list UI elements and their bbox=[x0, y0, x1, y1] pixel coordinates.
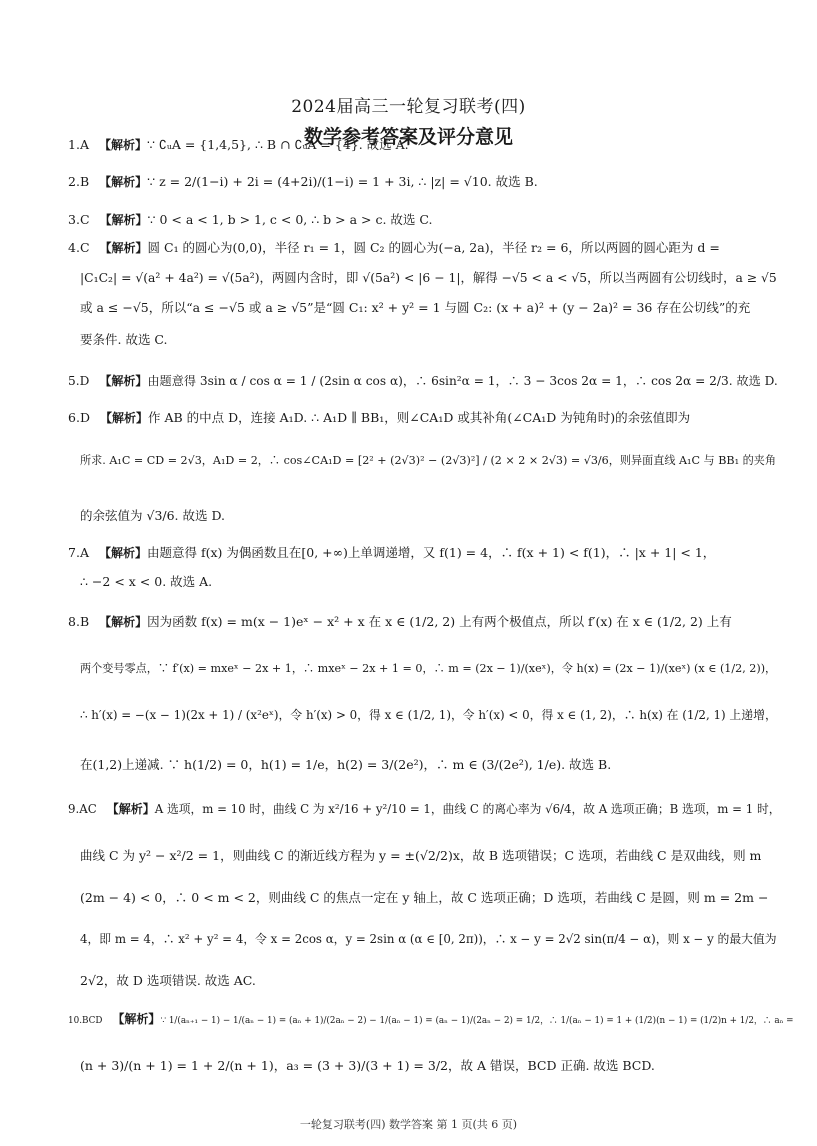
answer-text: ∴ −2 < x < 0. 故选 A. bbox=[80, 574, 213, 589]
answer-text: ∴ h′(x) = −(x − 1)(2x + 1) / (x²eˣ)，令 h′(x) > 0，得 x ∈ (1/2, 1)，令 h′(x) < 0，得 x ∈ (1, 2)，∴ h(x) 在 (1/2, 1) 上递增， bbox=[80, 708, 777, 722]
answer-text: ∵ z = 2/(1−i) + 2i = (4+2i)/(1−i) = 1 + 3i, ∴ |z| = √10. 故选 B. bbox=[147, 174, 538, 189]
answer-text: |C₁C₂| = √(a² + 4a²) = √(5a²)，两圆内含时，即 √(5a²) < |6 − 1|，解得 −√5 < a < √5，所以当两圆有公切线时，a ≥ √5 bbox=[80, 271, 777, 285]
answer-line-first bbox=[68, 210, 432, 228]
answer-line bbox=[80, 755, 611, 773]
answer-line bbox=[80, 1056, 655, 1074]
analysis-tag: 【解析】 bbox=[99, 374, 148, 388]
analysis-tag: 【解析】 bbox=[99, 175, 148, 189]
answer-number: 10. bbox=[68, 1016, 82, 1026]
analysis-tag: 【解析】 bbox=[106, 802, 155, 816]
answer-text: 曲线 C 为 y² − x²/2 = 1，则曲线 C 的渐近线方程为 y = ±(√2/2)x，故 B 选项错误；C 选项，若曲线 C 是双曲线，则 m bbox=[80, 848, 762, 863]
answer-line bbox=[80, 452, 776, 468]
answer-line-first bbox=[68, 172, 538, 190]
answer-choice: A bbox=[79, 545, 89, 560]
answer-choice: A bbox=[79, 137, 89, 152]
answer-line bbox=[80, 971, 256, 989]
answer-line bbox=[80, 298, 750, 316]
answer-text: 或 a ≤ −√5，所以“a ≤ −√5 或 a ≥ √5”是“圆 C₁: x² + y² = 1 与圆 C₂: (x + a)² + (y − 2a)² = 36 存在公切线”的充 bbox=[80, 300, 751, 315]
answer-text: 2√2，故 D 选项错误. 故选 AC. bbox=[80, 973, 256, 988]
document-title: 2024届高三一轮复习联考(四) bbox=[291, 97, 526, 117]
answer-text: (n + 3)/(n + 1) = 1 + 2/(n + 1)，a₃ = (3 + 3)/(3 + 1) = 3/2，故 A 错误，BCD 正确. 故选 BCD. bbox=[80, 1058, 655, 1073]
analysis-tag: 【解析】 bbox=[99, 213, 148, 227]
answer-text: ∵ 0 < a < 1, b > 1, c < 0, ∴ b > a > c. 故选 C. bbox=[147, 212, 433, 227]
answer-line bbox=[80, 660, 776, 676]
answer-choice: B bbox=[79, 614, 90, 629]
answer-text: (2m − 4) < 0，∴ 0 < m < 2，则曲线 C 的焦点一定在 y 轴上，故 C 选项正确；D 选项，若曲线 C 是圆，则 m = 2m − bbox=[80, 890, 769, 905]
answer-choice: BCD bbox=[82, 1016, 103, 1026]
answer-choice: B bbox=[79, 174, 90, 189]
answer-text: 在(1,2)上递减. ∵ h(1/2) = 0，h(1) = 1/e，h(2) = 3/(2e²)，∴ m ∈ (3/(2e²), 1/e). 故选 B. bbox=[80, 757, 612, 772]
answer-text: 由题意得 3sin α / cos α = 1 / (2sin α cos α)，∴ 6sin²α = 1，∴ 3 − 3cos 2α = 1，∴ cos 2α = 2/3. 故选 D. bbox=[147, 374, 778, 388]
answer-line-first bbox=[68, 543, 715, 561]
answer-number: 9. bbox=[68, 802, 80, 816]
answer-line bbox=[80, 330, 168, 348]
answer-line bbox=[80, 706, 777, 723]
answer-text: 要条件. 故选 C. bbox=[80, 332, 168, 347]
answer-number: 1. bbox=[68, 137, 80, 152]
answer-text: 作 AB 的中点 D，连接 A₁D. ∴ A₁D ∥ BB₁，则∠CA₁D 或其补角(∠CA₁D 为钝角时)的余弦值即为 bbox=[147, 410, 691, 425]
answer-text: 4，即 m = 4，∴ x² + y² = 4，令 x = 2cos α，y = 2sin α (α ∈ [0, 2π))，∴ x − y = 2√2 sin(π/4 − α)，则 x − y 的最大值为 bbox=[80, 932, 777, 946]
analysis-tag: 【解析】 bbox=[98, 138, 147, 152]
answer-line bbox=[80, 572, 212, 590]
answer-line bbox=[80, 888, 768, 906]
answer-number: 6. bbox=[68, 410, 80, 425]
answer-number: 4. bbox=[68, 240, 80, 255]
answer-text: A 选项，m = 10 时，曲线 C 为 x²/16 + y²/10 = 1，曲线 C 的离心率为 √6/4，故 A 选项正确；B 选项，m = 1 时， bbox=[154, 802, 781, 816]
answer-number: 7. bbox=[68, 545, 80, 560]
answer-text: ∵ 1/(aₙ₊₁ − 1) − 1/(aₙ − 1) = (aₙ + 1)/(2aₙ − 2) − 1/(aₙ − 1) = (aₙ − 1)/(2aₙ − 2) = 1/2，∴ 1/(aₙ − 1) = 1 + (1/2)(n − 1) = (1/2)n + 1/2，∴ aₙ = bbox=[160, 1016, 794, 1026]
answer-text: 的余弦值为 √3/6. 故选 D. bbox=[80, 508, 226, 523]
answer-line bbox=[80, 506, 225, 524]
answer-line-first bbox=[68, 238, 720, 256]
document-subtitle: 数学参考答案及评分意见 bbox=[303, 126, 513, 148]
answer-choice: D bbox=[79, 410, 90, 425]
answer-line bbox=[80, 268, 777, 286]
answer-choice: C bbox=[79, 240, 90, 255]
answer-line-first bbox=[68, 612, 732, 630]
answer-choice: D bbox=[79, 374, 90, 388]
answer-choice: AC bbox=[79, 802, 97, 816]
answer-number: 5. bbox=[68, 374, 80, 388]
analysis-tag: 【解析】 bbox=[99, 615, 148, 629]
answer-line bbox=[80, 846, 761, 864]
page-footer: 一轮复习联考(四) 数学答案 第 1 页(共 6 页) bbox=[299, 1118, 518, 1131]
answer-text: 圆 C₁ 的圆心为(0,0)，半径 r₁ = 1，圆 C₂ 的圆心为(−a, 2a)，半径 r₂ = 6，所以两圆的圆心距为 d = bbox=[147, 240, 720, 255]
answer-text: ∵ ∁ᵤA = {1,4,5}, ∴ B ∩ ∁ᵤA = {4}. 故选 A. bbox=[146, 137, 409, 152]
answer-choice: C bbox=[79, 212, 90, 227]
answer-number: 2. bbox=[68, 174, 80, 189]
analysis-tag: 【解析】 bbox=[99, 241, 148, 255]
answer-line-first bbox=[68, 408, 690, 426]
answer-text: 由题意得 f(x) 为偶函数且在[0, +∞)上单调递增，又 f(1) = 4，∴ f(x + 1) < f(1)，∴ |x + 1| < 1， bbox=[146, 545, 716, 560]
analysis-tag: 【解析】 bbox=[98, 546, 147, 560]
answer-line-first bbox=[68, 372, 778, 389]
answer-text: 所求. A₁C = CD = 2√3，A₁D = 2，∴ cos∠CA₁D = [2² + (2√3)² − (2√3)²] / (2 × 2 × 2√3) = √3/6，则异面直线 A₁C 与 BB₁ 的夹角 bbox=[80, 454, 776, 467]
answer-line-first bbox=[68, 1010, 794, 1027]
answer-text: 因为函数 f(x) = m(x − 1)eˣ − x² + x 在 x ∈ (1/2, 2) 上有两个极值点，所以 f′(x) 在 x ∈ (1/2, 2) 上有 bbox=[147, 614, 732, 629]
answer-text: 两个变号零点，∵ f′(x) = mxeˣ − 2x + 1，∴ mxeˣ − 2x + 1 = 0，∴ m = (2x − 1)/(xeˣ)，令 h(x) = (2x − 1)/(xeˣ) (x ∈ (1/2, 2))， bbox=[80, 662, 777, 675]
answer-line bbox=[80, 930, 777, 947]
analysis-tag: 【解析】 bbox=[112, 1012, 161, 1026]
analysis-tag: 【解析】 bbox=[99, 411, 148, 425]
answer-line-first bbox=[68, 800, 780, 817]
answer-number: 3. bbox=[68, 212, 80, 227]
answer-number: 8. bbox=[68, 614, 80, 629]
answer-line-first bbox=[68, 135, 409, 153]
